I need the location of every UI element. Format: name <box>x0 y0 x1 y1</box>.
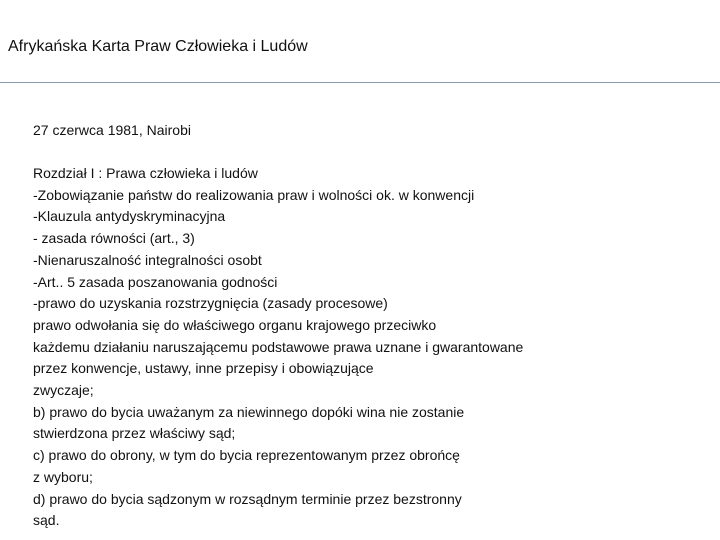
body-line: stwierdzona przez właściwy sąd; <box>33 425 236 442</box>
body-line: - zasada równości (art., 3) <box>33 230 195 247</box>
title-divider <box>0 82 720 83</box>
body-line: z wyboru; <box>33 468 93 485</box>
body-line: -Nienaruszalność integralności osobt <box>33 251 262 268</box>
body-line: b) prawo do bycia uważanym za niewinnego dopóki wina nie zostanie <box>33 403 465 420</box>
body-line: d) prawo do bycia sądzonym w rozsądnym terminie przez bezstronny <box>33 490 462 507</box>
body-line: przez konwencje, ustawy, inne przepisy i obowiązujące <box>33 360 374 377</box>
body-line: c) prawo do obrony, w tym do bycia reprezentowanym przez obrońcę <box>33 447 460 464</box>
body-line: prawo odwołania się do właściwego organu krajowego przeciwko <box>33 316 437 333</box>
slide-content <box>33 120 713 532</box>
body-line: każdemu działaniu naruszającemu podstawowe prawa uznane i gwarantowane <box>33 338 524 355</box>
body-line: Rozdział I : Prawa człowieka i ludów <box>33 165 258 181</box>
body-line: sąd. <box>33 512 60 529</box>
body-line: zwyczaje; <box>33 382 94 399</box>
body-line: -Zobowiązanie państw do realizowania praw i wolności ok. w konwencji <box>33 186 475 203</box>
slide-title: Afrykańska Karta Praw Człowieka i Ludów <box>8 38 308 55</box>
date-location-line: 27 czerwca 1981, Nairobi <box>33 122 191 138</box>
body-line: -Art.. 5 zasada poszanowania godności <box>33 273 278 290</box>
body-line: -prawo do uzyskania rozstrzygnięcia (zasady procesowe) <box>33 295 388 312</box>
body-text <box>33 163 713 532</box>
body-line: -Klauzula antydyskryminacyjna <box>33 208 226 225</box>
